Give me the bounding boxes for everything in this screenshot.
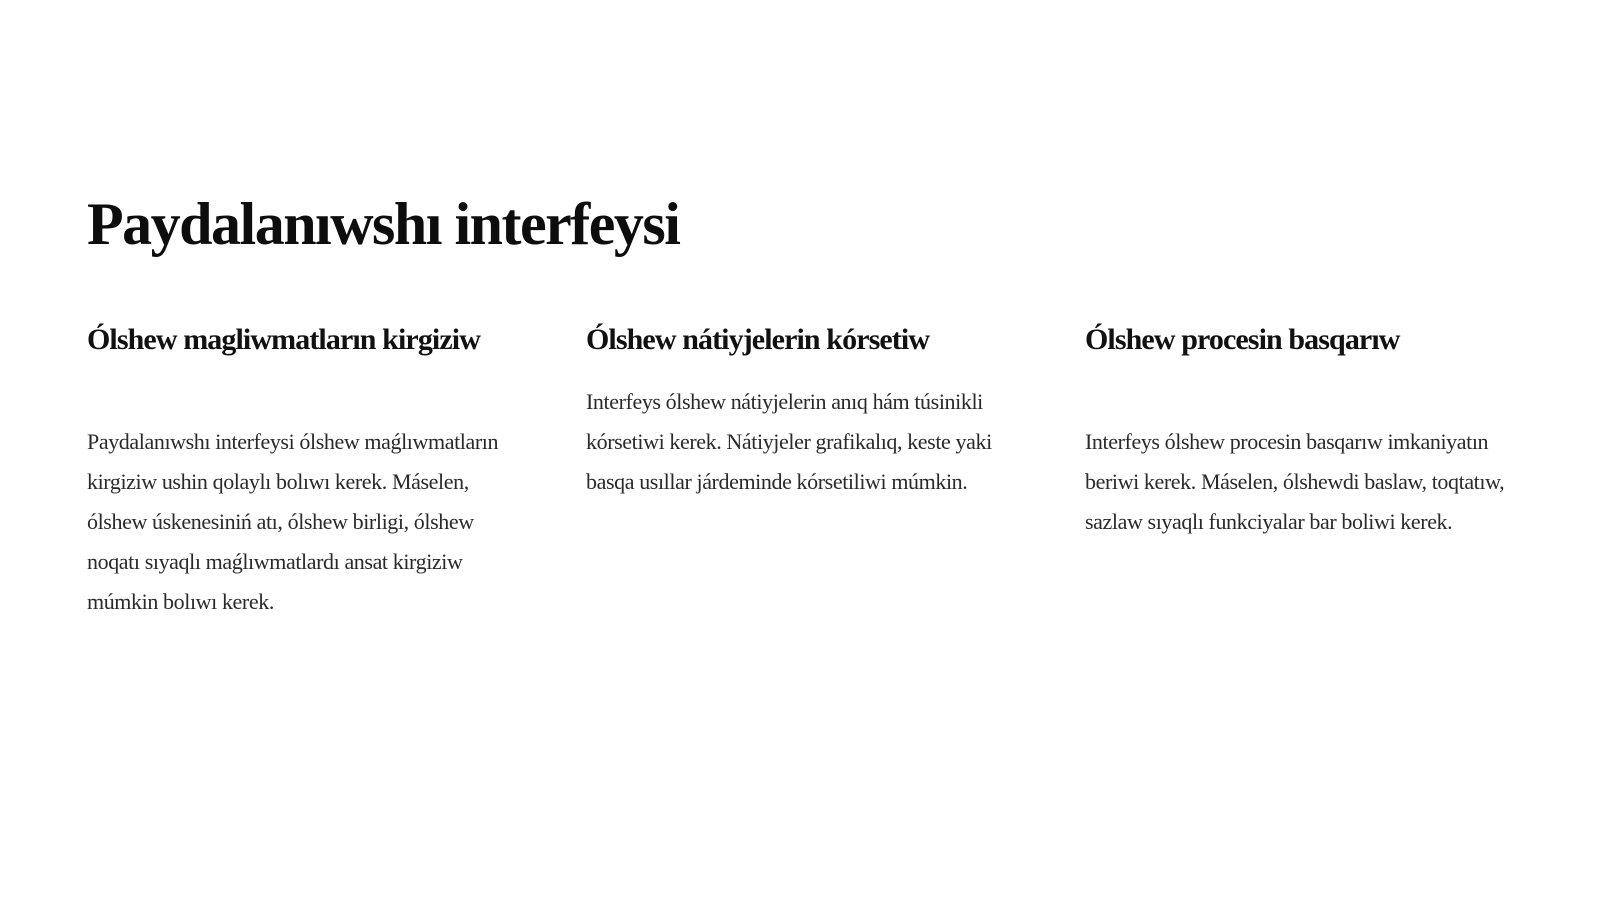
column-heading: Ólshew magliwmatların kirgiziw [87, 323, 480, 356]
column-heading: Ólshew nátiyjelerin kórsetiw [586, 323, 930, 356]
slide-title: Paydalanıwshı interfeysi [87, 191, 680, 257]
column-body: Paydalanıwshı interfeysi ólshew maǵlıwmatların kirgiziw ushin qolaylı bolıwı kerek. Máselen, ólshew úskenesiniń atı, ólshew birligi, ólshew noqatı sıyaqlı maǵlıwmatlardı ansat kirgiziw múmkin bolıwı kerek. [87, 429, 499, 614]
column-body: Interfeys ólshew procesin basqarıw imkaniyatın beriwi kerek. Máselen, ólshewdi baslaw, toqtatıw, sazlaw sıyaqlı funkciyalar bar boliwi kerek. [1085, 429, 1505, 534]
column-data-input [87, 320, 537, 614]
column-results-display [586, 320, 1036, 494]
column-process-control [1085, 320, 1535, 534]
column-body: Interfeys ólshew nátiyjelerin anıq hám túsinikli kórsetiwi kerek. Nátiyjeler grafikalıq, keste yaki basqa usıllar járdeminde kórsetiliwi múmkin. [586, 389, 992, 494]
column-heading: Ólshew procesin basqarıw [1085, 323, 1400, 356]
